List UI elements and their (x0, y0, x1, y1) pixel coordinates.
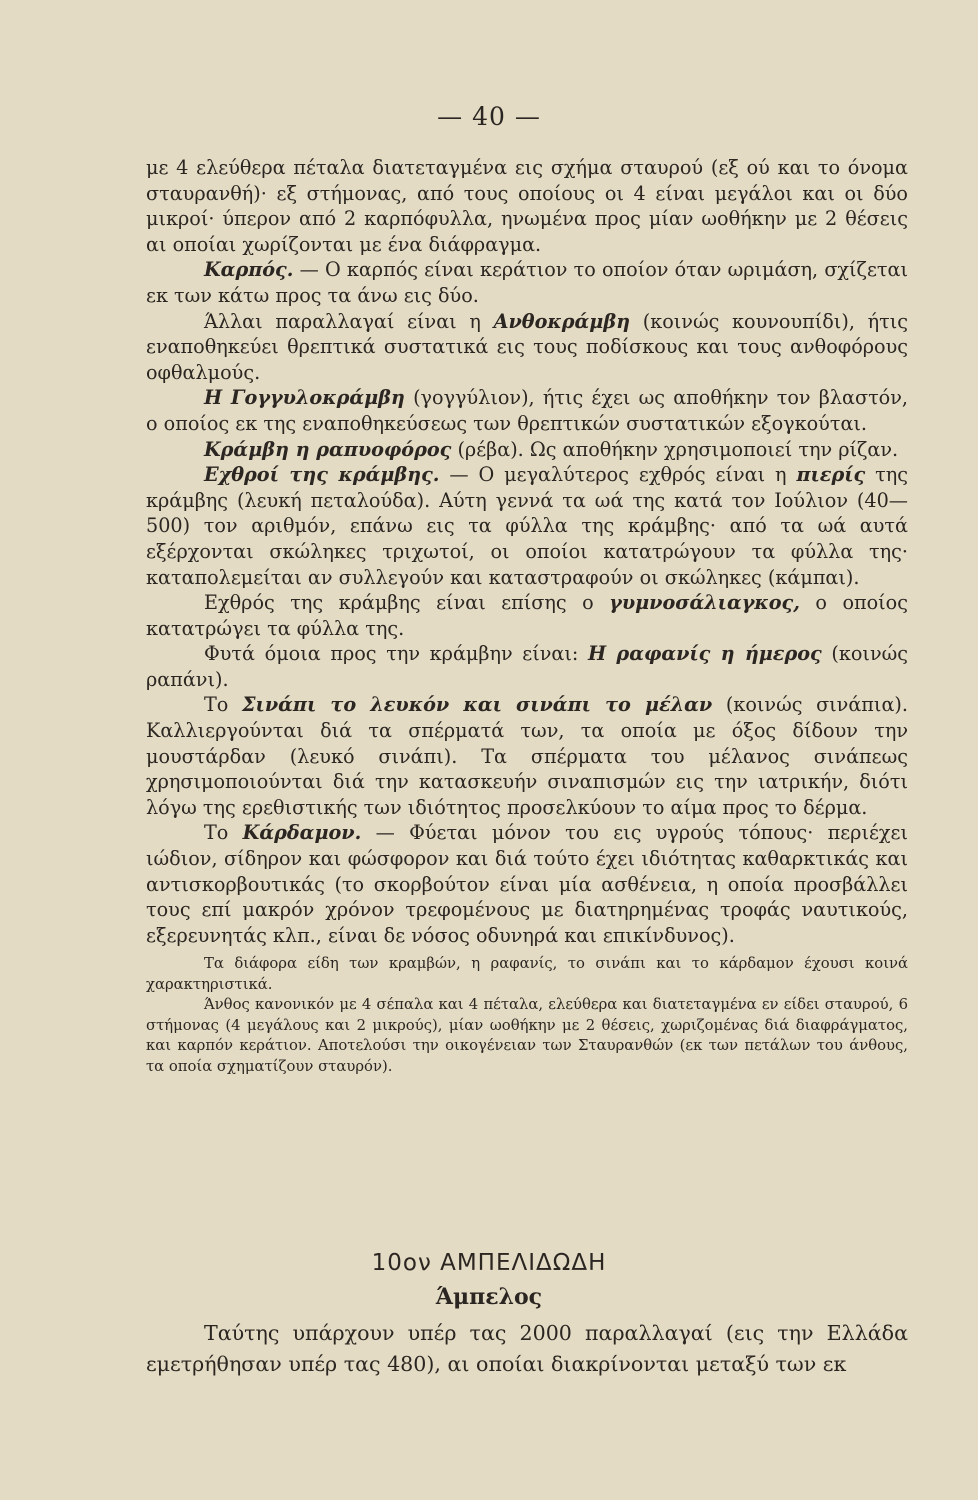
paragraph: Εχθρός της κράμβης είναι επίσης ο γυμνοσάλιαγκος, ο οποίος κατατρώγει τα φύλλα της. (146, 591, 908, 640)
paragraph: Εχθροί της κράμβης. — Ο μεγαλύτερος εχθρός είναι η πιερίς της κράμβης (λευκή πεταλούδα). Αύτη γεννά τα ωά της κατά τον Ιούλιον (40—500) τον αριθμόν, επάνω εις τα φύλλα της κράμβης· από τα ωά αυτά εξέρχονται σκώληκες τριχωτοί, οι οποίοι κατατρώγουν τα φύλλα της· καταπολεμείται αν συλλεγούν και καταστραφούν οι σκώληκες (κάμπαι). (146, 463, 908, 589)
note-line: Άνθος κανονικόν με 4 σέπαλα και 4 πέταλα, ελεύθερα και διατεταγμένα εν είδει σταυρού, 6 στήμονας (4 μεγάλους και 2 μικρούς), μίαν ωοθήκην με 2 θέσεις, χωριζομένας διά διαφράγματος, και καρπόν κεράτιον. Αποτελούσι την οικογένειαν των Σταυρανθών (εκ των πετάλων του άνθους, τα οποία σχηματίζουν σταυρόν). (146, 996, 908, 1075)
term: Καρπός. (204, 258, 294, 282)
term: γυμνοσάλιαγκος, (609, 591, 800, 615)
term: Κράμβη η ραπυοφόρος (204, 437, 452, 461)
paragraph: Το Κάρδαμον. — Φύεται μόνον του εις υγρούς τόπους· περιέχει ιώδιον, σίδηρον και φώσφορον και διά τούτο έχει ιδιότητας καθαρκτικάς και αντισκορβουτικάς (το σκορβούτον είναι μία ασθένεια, η οποία προσβάλλει τους επί μακρόν χρόνον τρεφομένους με διατηρημένας τροφάς ναυτικούς, εξερευνητάς κλπ., είναι δε νόσος οδυνηρά και επικίνδυνος). (146, 821, 908, 947)
term: Ανθοκράμβη (493, 309, 631, 333)
term: πιερίς (796, 463, 866, 487)
main-text (146, 155, 908, 1077)
term: Κάρδαμον. (242, 821, 362, 845)
paragraph: Η Γογγυλοκράμβη (γογγύλιον), ήτις έχει ως αποθήκην τον βλαστόν, ο οποίος εκ της εναποθηκεύσεως των θρεπτικών συστατικών εξογκούται. (146, 386, 908, 435)
paragraph: Άλλαι παραλλαγαί είναι η Ανθοκράμβη (κοινώς κουνουπίδι), ήτις εναποθηκεύει θρεπτικά συστατικά εις τους ποδίσκους και τους ανθοφόρους οφθαλμούς. (146, 309, 908, 384)
paragraph: Φυτά όμοια προς την κράμβην είναι: Η ραφανίς η ήμερος (κοινώς ραπάνι). (146, 642, 908, 691)
paragraph: Ταύτης υπάρχουν υπέρ τας 2000 παραλλαγαί (εις την Ελλάδα εμετρήθησαν υπέρ τας 480), αι οποίαι διακρίνονται μεταξύ των εκ (146, 1321, 908, 1376)
paragraph: Κράμβη η ραπυοφόρος (ρέβα). Ως αποθήκην χρησιμοποιεί την ρίζαν. (204, 437, 899, 461)
term: Η Γογγυλοκράμβη (204, 386, 405, 410)
note-line: Τα διάφορα είδη των κραμβών, η ραφανίς, το σινάπι και το κάρδαμον έχουσι κοινά χαρακτηριστικά. (146, 955, 908, 993)
paragraph: με 4 ελεύθερα πέταλα διατεταγμένα εις σχήμα σταυρού (εξ ού και το όνομα σταυρανθή)· εξ στήμονας, από τους οποίους οι 4 είναι μεγάλοι και οι δύο μικροί· ύπερον από 2 καρπόφυλλα, ηνωμένα προς μίαν ωοθήκην με 2 θέσεις αι οποίαι χωρίζονται με ένα διάφραγμα. (146, 156, 908, 256)
paragraph: Καρπός. — Ο καρπός είναι κεράτιον το οποίον όταν ωριμάση, σχίζεται εκ των κάτω προς τα άνω εις δύο. (146, 258, 908, 307)
footnote (146, 954, 908, 1077)
closing-text (146, 1318, 908, 1380)
chapter-heading: 10ον ΑΜΠΕΛΙΔΩΔΗ (371, 1250, 607, 1276)
term: Σινάπι το λευκόν και σινάπι το μέλαν (241, 693, 713, 717)
term: Εχθροί της κράμβης. (204, 463, 440, 487)
section-heading: Άμπελος (435, 1284, 543, 1310)
page-number: — 40 — (437, 102, 541, 131)
paragraph: Το Σινάπι το λευκόν και σινάπι το μέλαν (κοινώς σινάπια). Καλλιεργούνται διά τα σπέρματά των, τα οποία με όξος δίδουν την μουστάρδαν (λευκό σινάπι). Τα σπέρματα του μέλανος σινάπεως χρησιμοποιούνται διά την κατασκευήν σιναπισμών εις την ιατρικήν, διότι λόγω της ερεθιστικής των ιδιότητος προσελκύουν το αίμα προς το δέρμα. (146, 693, 908, 819)
term: Η ραφανίς η ήμερος (588, 642, 822, 666)
